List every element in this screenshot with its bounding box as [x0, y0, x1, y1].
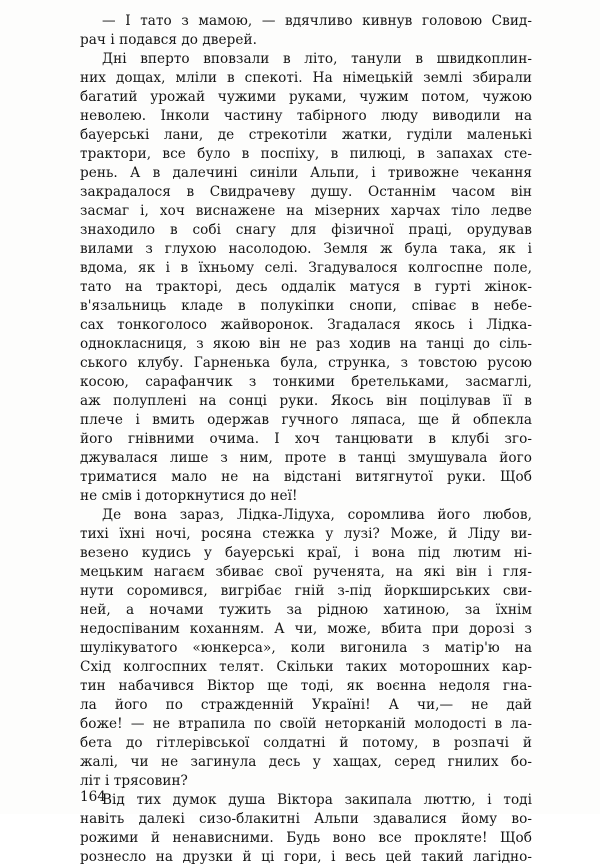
text-line: Від тих думок душа Віктора закипала люттю, і тоді	[102, 792, 532, 808]
text-line: в'язальниць кладе в полукіпки снопи, співає в небе-	[80, 298, 532, 314]
text-line: джувалася лише з ним, проте в танці змушувала його	[80, 450, 532, 466]
text-line: рознесло на друзки й ці гори, і весь цей такий лагідно-	[80, 849, 532, 865]
text-line: недоспіваним коханням. А чи, може, вбита при дорозі з	[80, 621, 532, 637]
text-line: ла його по стражденній Україні! А чи,— не дай	[80, 697, 532, 713]
text-line: нути соромився, вигрібає гній з-під йоркширських сви-	[80, 583, 532, 599]
text-line: косою, сарафанчик з тонкими бретельками, засмаглі,	[80, 374, 532, 390]
text-line: тихі їхні ночі, росяна стежка у лузі? Може, й Ліду ви-	[80, 526, 532, 542]
text-line: жалі, чи не загинула десь у хащах, серед гнилих бо-	[80, 754, 532, 770]
text-line: боже! — не втрапила по своїй неторканій молодості в ла-	[80, 716, 532, 732]
text-line: аж полуплені на сонці руки. Якось він поцілував її в	[80, 393, 532, 409]
text-line: неволею. Інколи частину табірного люду виводили на	[80, 108, 532, 124]
text-line: — І тато з мамою, — вдячливо кивнув головою Свид-	[102, 13, 532, 29]
text-line: ней, а ночами тужить за рідною хатиною, за їхнім	[80, 602, 532, 618]
body-text	[80, 12, 532, 867]
text-line: його гнівними очима. І хоч танцювати в клубі зго-	[80, 431, 532, 447]
text-line: рач і подався до дверей.	[80, 32, 257, 48]
text-line: ського клубу. Гарненька була, струнка, з товстою русою	[80, 355, 532, 371]
text-line: сах тонкоголосо жайворонок. Згадалася якось і Лідка-	[80, 317, 532, 333]
text-line: рожими й ненависними. Будь воно все прокляте! Щоб	[80, 830, 532, 846]
text-line: Схід колгоспних телят. Скільки таких моторошних кар-	[80, 659, 532, 675]
text-line: бета до гітлерівської солдатні й потому, в розпачі й	[80, 735, 532, 751]
text-line: Де вона зараз, Лідка-Лідуха, соромлива його любов,	[102, 507, 532, 523]
text-line: закрадалося в Свидрачеву душу. Останнім часом він	[80, 184, 532, 200]
page-number: 164	[80, 789, 106, 805]
text-line: бауерські лани, де стрекотіли жатки, гуділи маленькі	[80, 127, 532, 143]
text-line: літ і трясовин?	[80, 773, 188, 789]
text-line: них дощах, мліли в спекоті. На німецькій землі збирали	[80, 70, 532, 86]
text-line: шулікуватого «юнкерса», коли вигонила з матір'ю на	[80, 640, 532, 656]
text-line: тато на тракторі, десь оддалік матуся в гурті жінок-	[80, 279, 532, 295]
text-line: засмаг і, хоч виснажене на мізерних харчах тіло ледве	[80, 203, 532, 219]
text-line: вилами з глухою насолодою. Земля ж була така, як і	[80, 241, 532, 257]
text-line: триматися мало не на відстані витягнутої руки. Щоб	[80, 469, 532, 485]
text-line: плече і вмить одержав гучного ляпаса, ще й обпекла	[80, 412, 532, 428]
text-line: рень. А в далечині синіли Альпи, і тривожне чекання	[80, 165, 532, 181]
text-line: везено кудись у бауерські краї, і вона під лютим ні-	[80, 545, 532, 561]
text-line: навіть далекі сизо-блакитні Альпи здавалися йому во-	[80, 811, 532, 827]
text-line: багатий урожай чужими руками, чужим потом, чужою	[80, 89, 532, 105]
text-line: не смів і доторкнутися до неї!	[80, 488, 298, 504]
text-line: тин набачився Віктор ще тоді, як воєнна недоля гна-	[80, 678, 532, 694]
text-line: Дні вперто вповзали в літо, танули в швидкоплин-	[102, 51, 532, 67]
text-line: однокласниця, з якою він не раз ходив на танці до сіль-	[80, 336, 532, 352]
text-line: трактори, все було в поспіху, в пилюці, в запахах сте-	[80, 146, 532, 162]
text-line: вдома, як і в їхньому селі. Згадувалося колгоспне поле,	[80, 260, 532, 276]
text-line: знаходило в собі снагу для фізичної праці, орудував	[80, 222, 532, 238]
text-line: мецьким нагаєм збиває свої рученята, на які він і гля-	[80, 564, 532, 580]
